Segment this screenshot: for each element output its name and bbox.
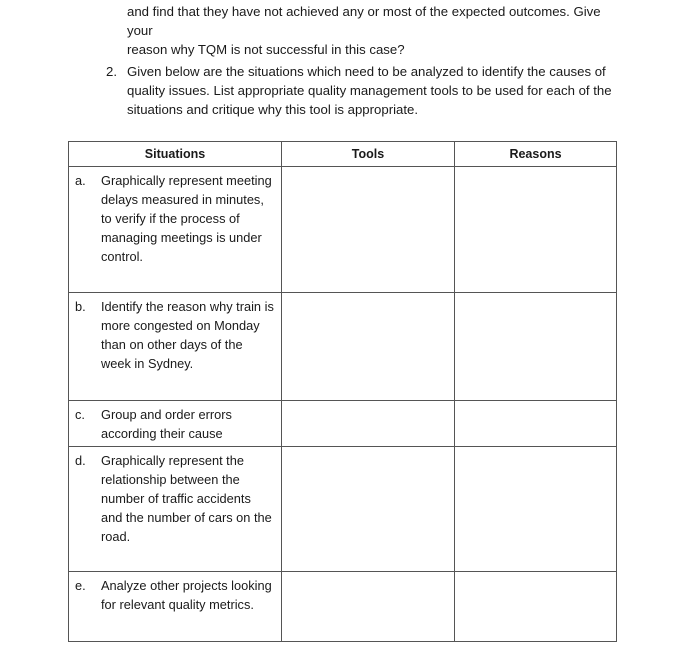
header-tools: Tools (282, 142, 455, 167)
situation-cell (69, 167, 282, 293)
tools-cell (282, 293, 455, 401)
question-2 (106, 62, 626, 119)
reasons-cell (455, 447, 617, 572)
row-letter: a. (75, 173, 86, 188)
header-situations: Situations (69, 142, 282, 167)
situations-table (68, 141, 617, 642)
row-letter: e. (75, 578, 86, 593)
situation-cell (69, 572, 282, 642)
table-row (69, 293, 617, 401)
table-row (69, 572, 617, 642)
table-row (69, 447, 617, 572)
question-text: Given below are the situations which need to be analyzed to identify the causes of quality issues. List appropriate quality management tools to be used for each of the situations and critique why this tool is appropriate. (127, 64, 612, 117)
reasons-cell (455, 293, 617, 401)
tools-cell (282, 572, 455, 642)
table-header-row (69, 142, 617, 167)
situation-text: Identify the reason why train is more congested on Monday than on other days of the week in Sydney. (101, 299, 274, 371)
tools-cell (282, 447, 455, 572)
tools-cell (282, 401, 455, 447)
intro-line-1: and find that they have not achieved any or most of the expected outcomes. Give your (127, 4, 601, 38)
situation-text: Analyze other projects looking for relevant quality metrics. (101, 578, 272, 612)
situation-text: Graphically represent the relationship between the number of traffic accidents and the number of cars on the road. (101, 453, 272, 544)
header-reasons: Reasons (455, 142, 617, 167)
intro-paragraph (127, 2, 627, 59)
reasons-cell (455, 401, 617, 447)
row-letter: c. (75, 407, 85, 422)
situation-text: Group and order errors according their cause (101, 407, 232, 441)
question-number: 2. (106, 64, 117, 79)
reasons-cell (455, 167, 617, 293)
situation-cell (69, 293, 282, 401)
reasons-cell (455, 572, 617, 642)
tools-cell (282, 167, 455, 293)
situation-cell (69, 401, 282, 447)
situation-text: Graphically represent meeting delays measured in minutes, to verify if the process of managing meetings is under control. (101, 173, 272, 264)
situation-cell (69, 447, 282, 572)
row-letter: d. (75, 453, 86, 468)
intro-line-2: reason why TQM is not successful in this case? (127, 42, 405, 57)
table-row (69, 167, 617, 293)
row-letter: b. (75, 299, 86, 314)
table-row (69, 401, 617, 447)
